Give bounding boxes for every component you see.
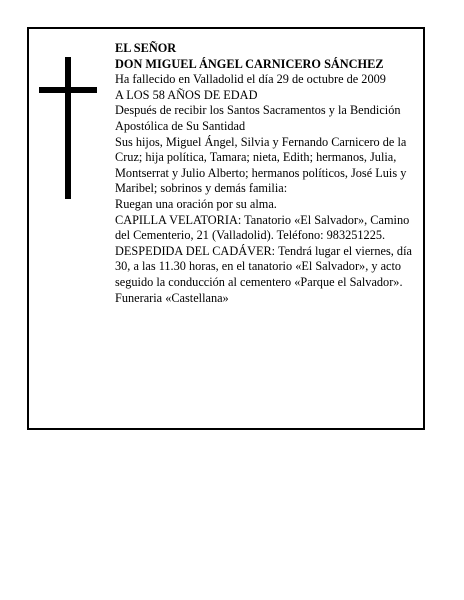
farewell-info: DESPEDIDA DEL CADÁVER: Tendrá lugar el viernes, día 30, a las 11.30 horas, en el tanatorio «El Salvador», y acto seguido la conducción al cementero «Parque el Salvador». <box>115 243 412 289</box>
obituary-text <box>115 41 420 306</box>
age-statement: A LOS 58 AÑOS DE EDAD <box>115 87 258 102</box>
death-statement: Ha fallecido en Valladolid el día 29 de octubre de 2009 <box>115 72 386 87</box>
cross-icon <box>39 57 97 199</box>
deceased-name: DON MIGUEL ÁNGEL CARNICERO SÁNCHEZ <box>115 56 384 71</box>
funeral-home: Funeraria «Castellana» <box>115 290 229 305</box>
obituary-notice <box>27 27 425 430</box>
sacraments-statement: Después de recibir los Santos Sacramentos y la Bendición Apostólica de Su Santidad <box>115 103 401 133</box>
prayer-request: Ruegan una oración por su alma. <box>115 196 277 211</box>
cross-vertical-bar <box>65 57 71 199</box>
family-list: Sus hijos, Miguel Ángel, Silvia y Fernando Carnicero de la Cruz; hija política, Tamara; nieta, Edith; hermanos, Julia, Montserrat y Julio Alberto; hermanos políticos, José Luis y Maribel; sobrinos y demás familia: <box>115 134 407 196</box>
cross-horizontal-bar <box>39 87 97 93</box>
chapel-info: CAPILLA VELATORIA: Tanatorio «El Salvador», Camino del Cementerio, 21 (Valladolid). Teléfono: 983251225. <box>115 212 410 243</box>
honorific: EL SEÑOR <box>115 41 177 55</box>
